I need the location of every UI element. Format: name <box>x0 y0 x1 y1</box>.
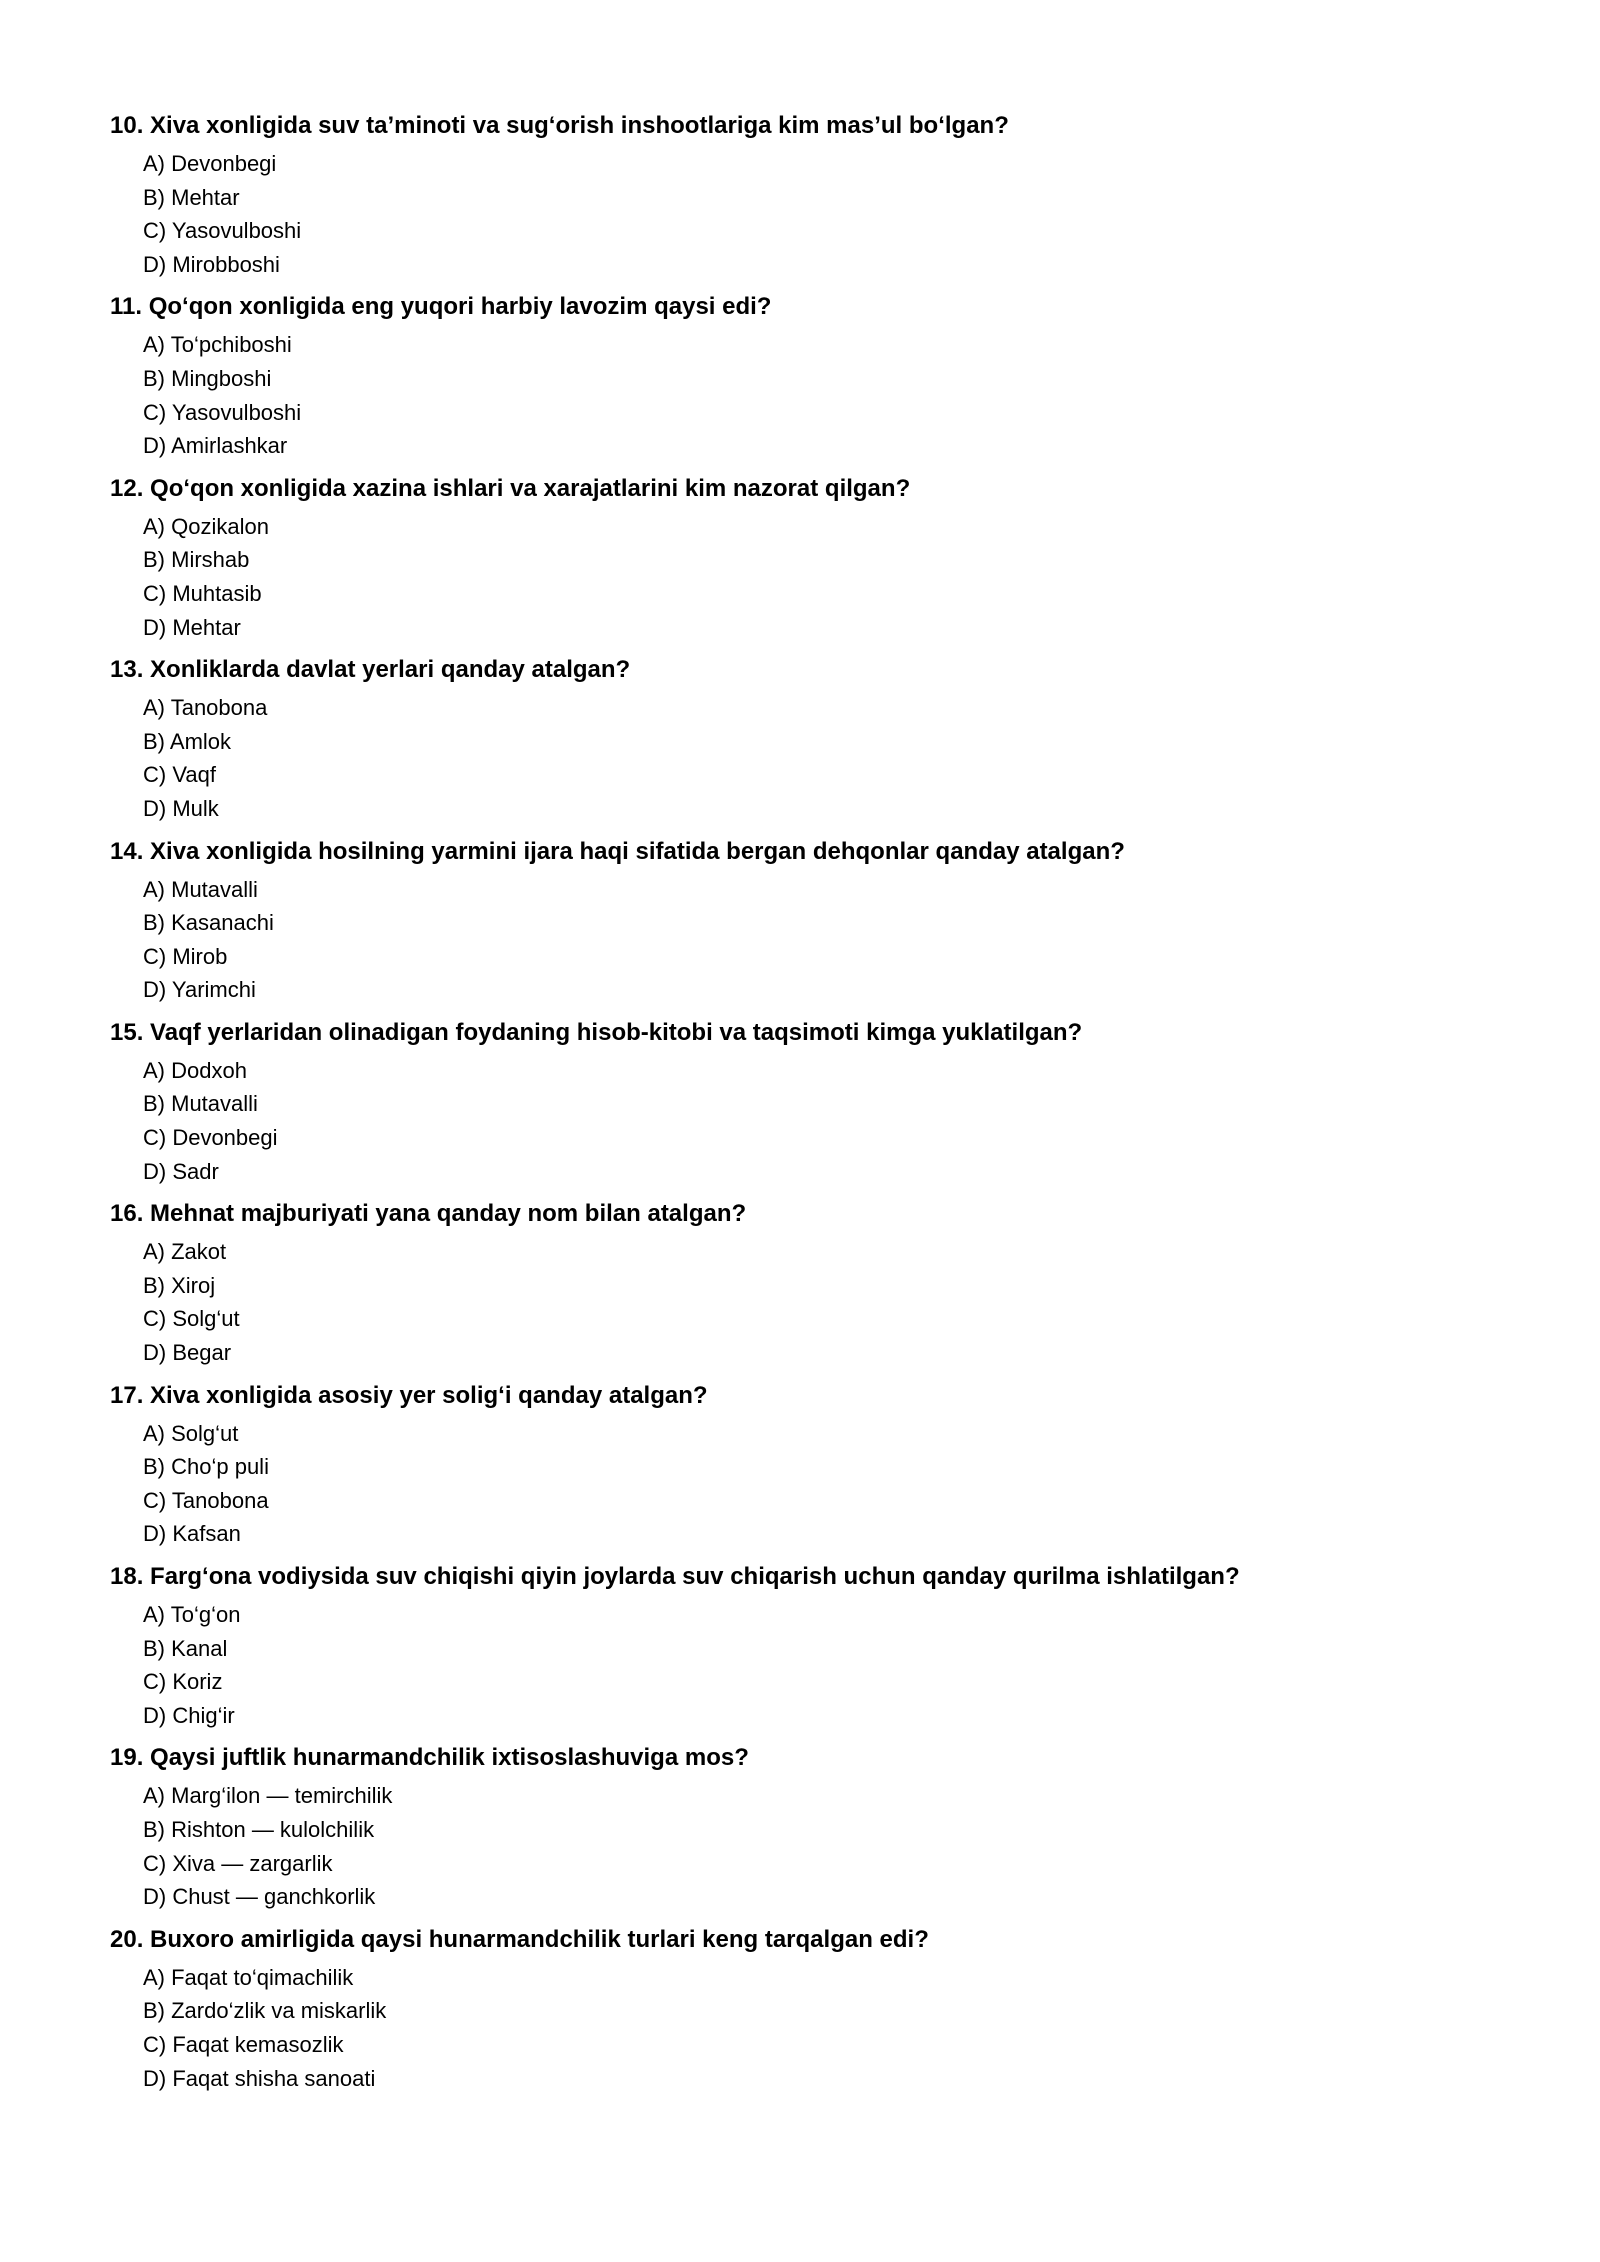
question-title: 14. Xiva xonligida hosilning yarmini ijara haqi sifatida bergan dehqonlar qanday atalgan? <box>110 837 1125 865</box>
option-d: D) Chig‘ir <box>143 1702 235 1728</box>
question-title: 17. Xiva xonligida asosiy yer solig‘i qanday atalgan? <box>110 1381 708 1409</box>
option-d: D) Sadr <box>143 1158 219 1184</box>
option-c: C) Tanobona <box>143 1487 269 1513</box>
option-b: B) Cho‘p puli <box>143 1454 269 1480</box>
question-10 <box>110 108 1510 281</box>
option-c: C) Devonbegi <box>143 1125 278 1151</box>
option-a: A) Mutavalli <box>143 876 258 902</box>
option-a: A) Zakot <box>143 1239 227 1265</box>
option-d: D) Faqat shisha sanoati <box>143 2065 376 2091</box>
option-d: D) Chust — ganchkorlik <box>143 1884 376 1910</box>
question-title: 13. Xonliklarda davlat yerlari qanday atalgan? <box>110 656 631 684</box>
question-title: 20. Buxoro amirligida qaysi hunarmandchilik turlari keng tarqalgan edi? <box>110 1925 929 1953</box>
option-c: C) Muhtasib <box>143 580 262 606</box>
option-b: B) Xiroj <box>143 1272 216 1298</box>
option-d: D) Mirobboshi <box>143 251 280 277</box>
answer-options <box>143 1235 1510 1369</box>
question-title: 15. Vaqf yerlaridan olinadigan foydaning hisob-kitobi va taqsimoti kimga yuklatilgan? <box>110 1018 1083 1046</box>
question-title: 12. Qo‘qon xonligida xazina ishlari va xarajatlarini kim nazorat qilgan? <box>110 474 911 502</box>
option-b: B) Kasanachi <box>143 910 274 936</box>
question-20 <box>110 1922 1510 2095</box>
option-b: B) Zardo‘zlik va miskarlik <box>143 1998 387 2024</box>
option-c: C) Vaqf <box>143 762 216 788</box>
question-list <box>110 108 1510 2103</box>
answer-options <box>143 1054 1510 1188</box>
option-c: C) Koriz <box>143 1669 223 1695</box>
question-title: 10. Xiva xonligida suv ta’minoti va sug‘orish inshootlariga kim mas’ul bo‘lgan? <box>110 112 1009 139</box>
option-a: A) Marg‘ilon — temirchilik <box>143 1783 393 1809</box>
question-title: 11. Qo‘qon xonligida eng yuqori harbiy lavozim qaysi edi? <box>110 293 772 321</box>
option-b: B) Mehtar <box>143 184 240 210</box>
question-title: 18. Farg‘ona vodiysida suv chiqishi qiyin joylarda suv chiqarish uchun qanday qurilma ishlatilgan? <box>110 1563 1240 1590</box>
option-d: D) Kafsan <box>143 1521 241 1547</box>
question-19 <box>110 1740 1510 1913</box>
option-d: D) Yarimchi <box>143 977 256 1003</box>
option-a: A) To‘g‘on <box>143 1602 241 1627</box>
option-a: A) Dodxoh <box>143 1057 247 1083</box>
question-11 <box>110 289 1510 462</box>
question-15 <box>110 1015 1510 1188</box>
answer-options <box>143 1961 1510 2095</box>
question-title: 19. Qaysi juftlik hunarmandchilik ixtisoslashuviga mos? <box>110 1744 749 1772</box>
option-b: B) Amlok <box>143 728 232 754</box>
option-b: B) Kanal <box>143 1635 228 1661</box>
option-c: C) Mirob <box>143 943 228 969</box>
question-12 <box>110 471 1510 644</box>
option-c: C) Solg‘ut <box>143 1306 240 1332</box>
answer-options <box>143 147 1510 281</box>
answer-options <box>143 328 1510 462</box>
option-c: C) Xiva — zargarlik <box>143 1850 333 1876</box>
question-14 <box>110 834 1510 1007</box>
question-title: 16. Mehnat majburiyati yana qanday nom bilan atalgan? <box>110 1200 747 1228</box>
option-c: C) Faqat kemasozlik <box>143 2031 344 2057</box>
question-16 <box>110 1196 1510 1369</box>
option-c: C) Yasovulboshi <box>143 399 302 425</box>
option-d: D) Mehtar <box>143 614 241 640</box>
option-d: D) Amirlashkar <box>143 433 288 459</box>
answer-options <box>143 1417 1510 1551</box>
answer-options <box>143 1598 1510 1732</box>
option-c: C) Yasovulboshi <box>143 218 302 244</box>
question-13 <box>110 652 1510 825</box>
option-b: B) Mirshab <box>143 547 250 573</box>
option-b: B) Mingboshi <box>143 365 272 391</box>
option-a: A) Faqat to‘qimachilik <box>143 1964 354 1990</box>
question-18 <box>110 1559 1510 1732</box>
option-a: A) Devonbegi <box>143 151 277 176</box>
option-a: A) Solg‘ut <box>143 1420 239 1446</box>
option-a: A) To‘pchiboshi <box>143 332 292 358</box>
option-b: B) Rishton — kulolchilik <box>143 1816 375 1842</box>
option-a: A) Qozikalon <box>143 513 269 539</box>
option-b: B) Mutavalli <box>143 1091 258 1117</box>
option-d: D) Mulk <box>143 795 219 821</box>
answer-options <box>143 510 1510 644</box>
answer-options <box>143 691 1510 825</box>
option-d: D) Begar <box>143 1340 232 1366</box>
option-a: A) Tanobona <box>143 695 268 721</box>
answer-options <box>143 873 1510 1007</box>
question-17 <box>110 1378 1510 1551</box>
answer-options <box>143 1779 1510 1913</box>
